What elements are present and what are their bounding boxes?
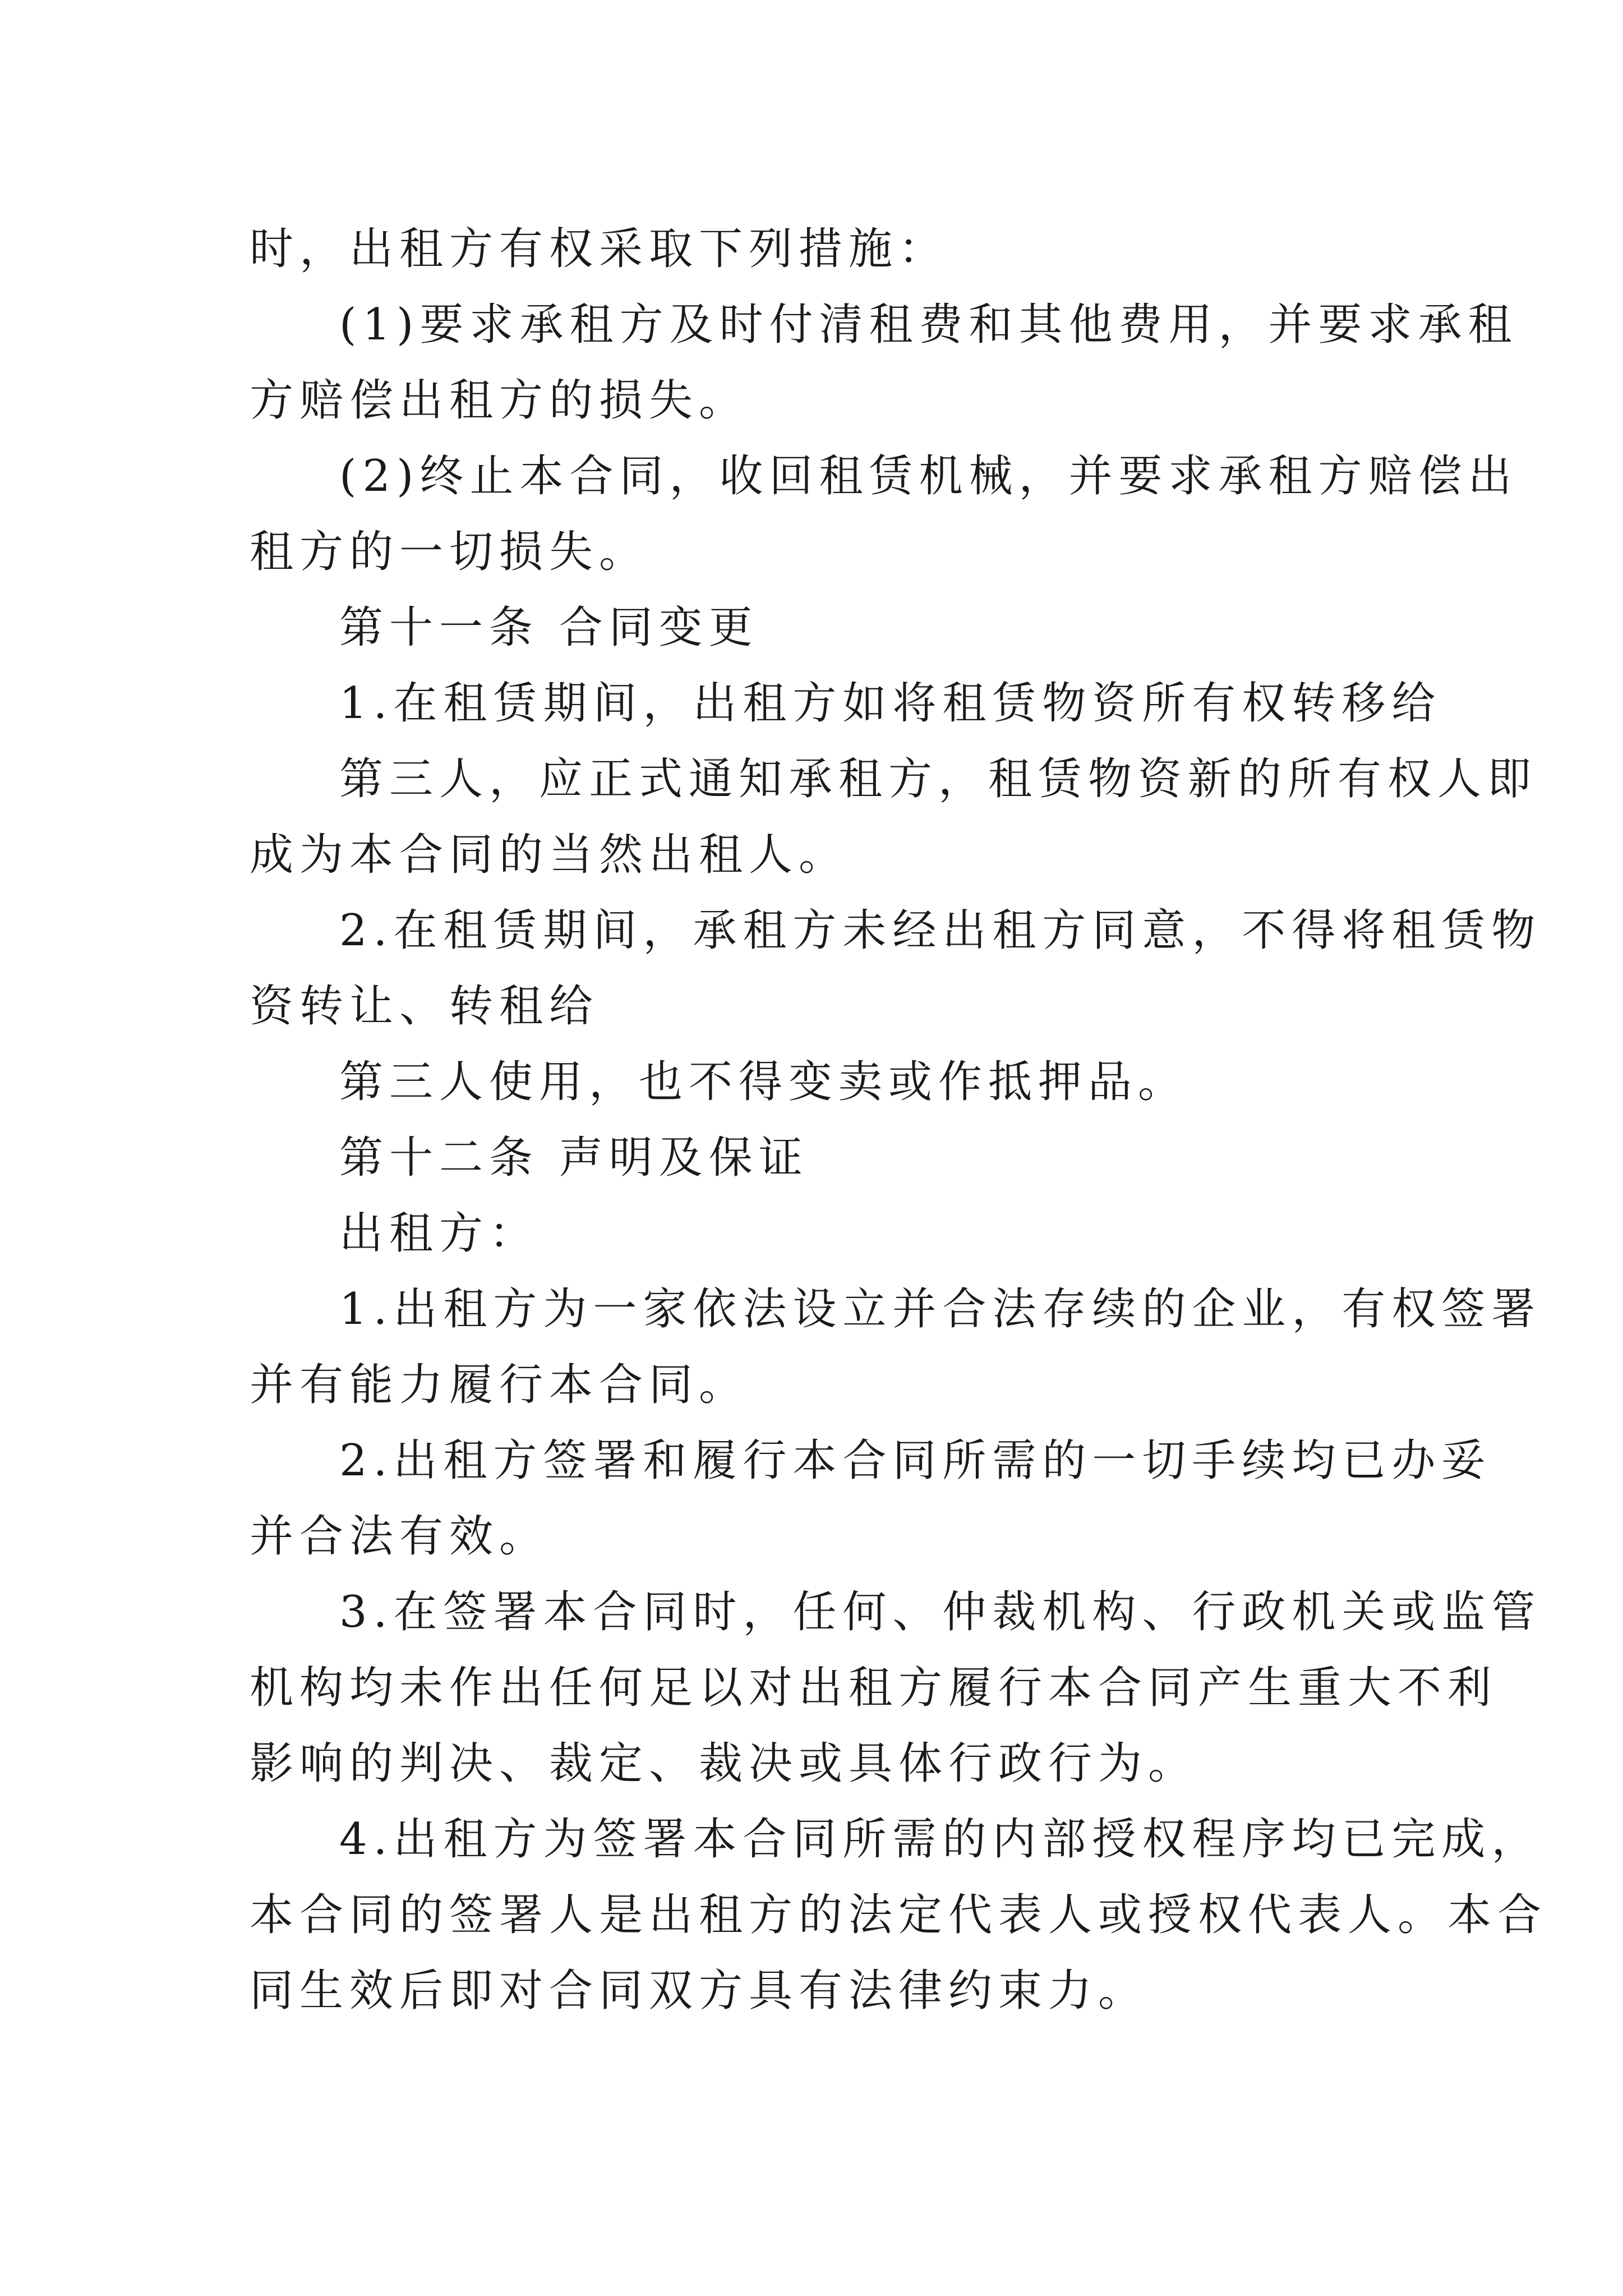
text-line: 本合同的签署人是出租方的法定代表人或授权代表人。本合 xyxy=(250,1890,1548,1940)
text-line: 出租方： xyxy=(339,1208,540,1259)
text-line: 方赔偿出租方的损失。 xyxy=(250,375,749,426)
section-heading: 第十一条 合同变更 xyxy=(339,602,759,653)
text-line: 时，出租方有权采取下列措施： xyxy=(250,224,949,274)
text-line: 1.在租赁期间，出租方如将租赁物资所有权转移给 xyxy=(339,678,1442,729)
text-line: (2)终止本合同，收回租赁机械，并要求承租方赔偿出 xyxy=(339,451,1518,501)
text-line: 租方的一切损失。 xyxy=(250,527,649,577)
text-line: 机构均未作出任何足以对出租方履行本合同产生重大不利 xyxy=(250,1663,1498,1713)
text-line: 第三人，应正式通知承租方，租赁物资新的所有权人即 xyxy=(339,754,1538,804)
text-line: 第三人使用，也不得变卖或作抵押品。 xyxy=(339,1057,1188,1107)
text-line: 3.在签署本合同时，任何、仲裁机构、行政机关或监管 xyxy=(339,1587,1542,1637)
text-line: (1)要求承租方及时付清租费和其他费用，并要求承租 xyxy=(339,300,1518,350)
text-line: 影响的判决、裁定、裁决或具体行政行为。 xyxy=(250,1738,1198,1789)
text-line: 2.在租赁期间，承租方未经出租方同意，不得将租赁物 xyxy=(339,905,1542,956)
text-line: 并有能力履行本合同。 xyxy=(250,1360,749,1410)
text-line: 成为本合同的当然出租人。 xyxy=(250,830,849,880)
text-line: 资转让、转租给 xyxy=(250,981,600,1032)
text-line: 2.出租方签署和履行本合同所需的一切手续均已办妥 xyxy=(339,1435,1492,1486)
text-line: 1.出租方为一家依法设立并合法存续的企业，有权签署 xyxy=(339,1284,1542,1335)
text-line: 同生效后即对合同双方具有法律约束力。 xyxy=(250,1966,1149,2016)
section-heading: 第十二条 声明及保证 xyxy=(339,1133,809,1183)
text-line: 4.出租方为签署本合同所需的内部授权程序均已完成， xyxy=(339,1814,1542,1865)
text-line: 并合法有效。 xyxy=(250,1511,550,1562)
